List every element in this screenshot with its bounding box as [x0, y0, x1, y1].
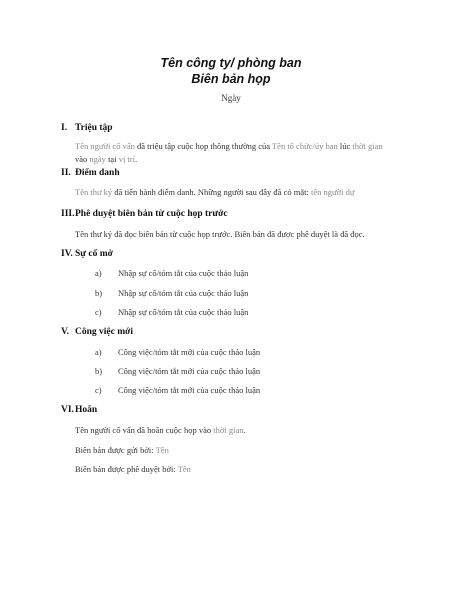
list-item-letter: b) — [95, 366, 103, 376]
paragraph-text: . — [134, 154, 138, 164]
paragraph-text: đã tiến hành điểm danh. Những người sau đây đã có mặt: — [112, 187, 311, 197]
paragraph-text: vào — [75, 154, 90, 164]
secretary-name-placeholder: Tên thư ký — [75, 187, 113, 197]
list-item: Nhập sự cố/tóm tắt của cuộc thảo luận — [118, 288, 249, 298]
minutes-submitted-by — [75, 444, 395, 457]
attendees-placeholder: tên người dự — [310, 187, 355, 197]
list-item-letter: b) — [95, 288, 103, 298]
submitter-name-placeholder: Tên — [155, 445, 169, 455]
section-number-3: III. — [61, 209, 75, 219]
paragraph-text: lúc — [337, 141, 353, 151]
minutes-title: Biên bản họp — [191, 72, 271, 86]
section-number-2: II. — [61, 168, 71, 178]
date-placeholder: ngày — [89, 154, 106, 164]
section-title-approval-of-minutes: Phê duyệt biên bản từ cuộc họp trước — [75, 209, 228, 219]
company-department-title: Tên công ty/ phòng ban — [160, 56, 302, 70]
section-title-roll-call: Điểm danh — [75, 168, 120, 178]
list-item: Công việc/tóm tắt mới của cuộc thảo luận — [118, 347, 261, 357]
adjournment-paragraph — [75, 424, 395, 437]
list-item-letter: a) — [95, 268, 102, 278]
paragraph-text: tại — [105, 154, 119, 164]
submitted-by-label: Biên bản được gửi bởi: — [75, 445, 156, 455]
advisor-name-placeholder: Tên người cố vấn — [75, 141, 135, 151]
meeting-date: Ngày — [221, 93, 241, 103]
list-item-letter: c) — [95, 385, 102, 395]
approved-by-label: Biên bản được phê duyệt bởi: — [75, 464, 178, 474]
time-placeholder: thời gian — [352, 141, 383, 151]
location-placeholder: vị trí — [118, 154, 135, 164]
section-number-5: V. — [61, 327, 70, 337]
list-item-letter: a) — [95, 347, 102, 357]
section-title-open-issues: Sự cố mở — [75, 249, 113, 259]
roll-call-paragraph — [75, 186, 395, 199]
advisor-name-text: Tên người cố vấn — [75, 425, 135, 435]
paragraph-text: . — [243, 425, 246, 435]
list-item: Công việc/tóm tắt mới của cuộc thảo luận — [118, 366, 261, 376]
section-title-call-to-order: Triệu tập — [75, 123, 113, 133]
time-placeholder: thời gian — [213, 425, 244, 435]
section-title-adjournment: Hoãn — [75, 405, 98, 415]
section-number-4: IV. — [61, 249, 73, 259]
list-item-letter: c) — [95, 307, 102, 317]
paragraph-text: đã hoãn cuộc họp vào — [134, 425, 214, 435]
section-number-1: I. — [61, 123, 68, 133]
organization-placeholder: Tên tổ chức/ủy ban — [271, 141, 338, 151]
minutes-approved-by — [75, 463, 395, 476]
approval-paragraph: Tên thư ký đã đọc biên bản từ cuộc họp trước. Biên bản đã được phê duyệt là đã đọc. — [75, 229, 365, 239]
call-to-order-paragraph — [75, 140, 395, 166]
list-item: Nhập sự cố/tóm tắt của cuộc thảo luận — [118, 307, 249, 317]
list-item: Nhập sự cố/tóm tắt của cuộc thảo luận — [118, 268, 249, 278]
section-title-new-business: Công việc mới — [75, 327, 134, 337]
list-item: Công việc/tóm tắt mới của cuộc thảo luận — [118, 385, 261, 395]
section-number-6: VI. — [61, 405, 74, 415]
approver-name-placeholder: Tên — [177, 464, 191, 474]
paragraph-text: đã triệu tập cuộc họp thông thường của — [134, 141, 272, 151]
